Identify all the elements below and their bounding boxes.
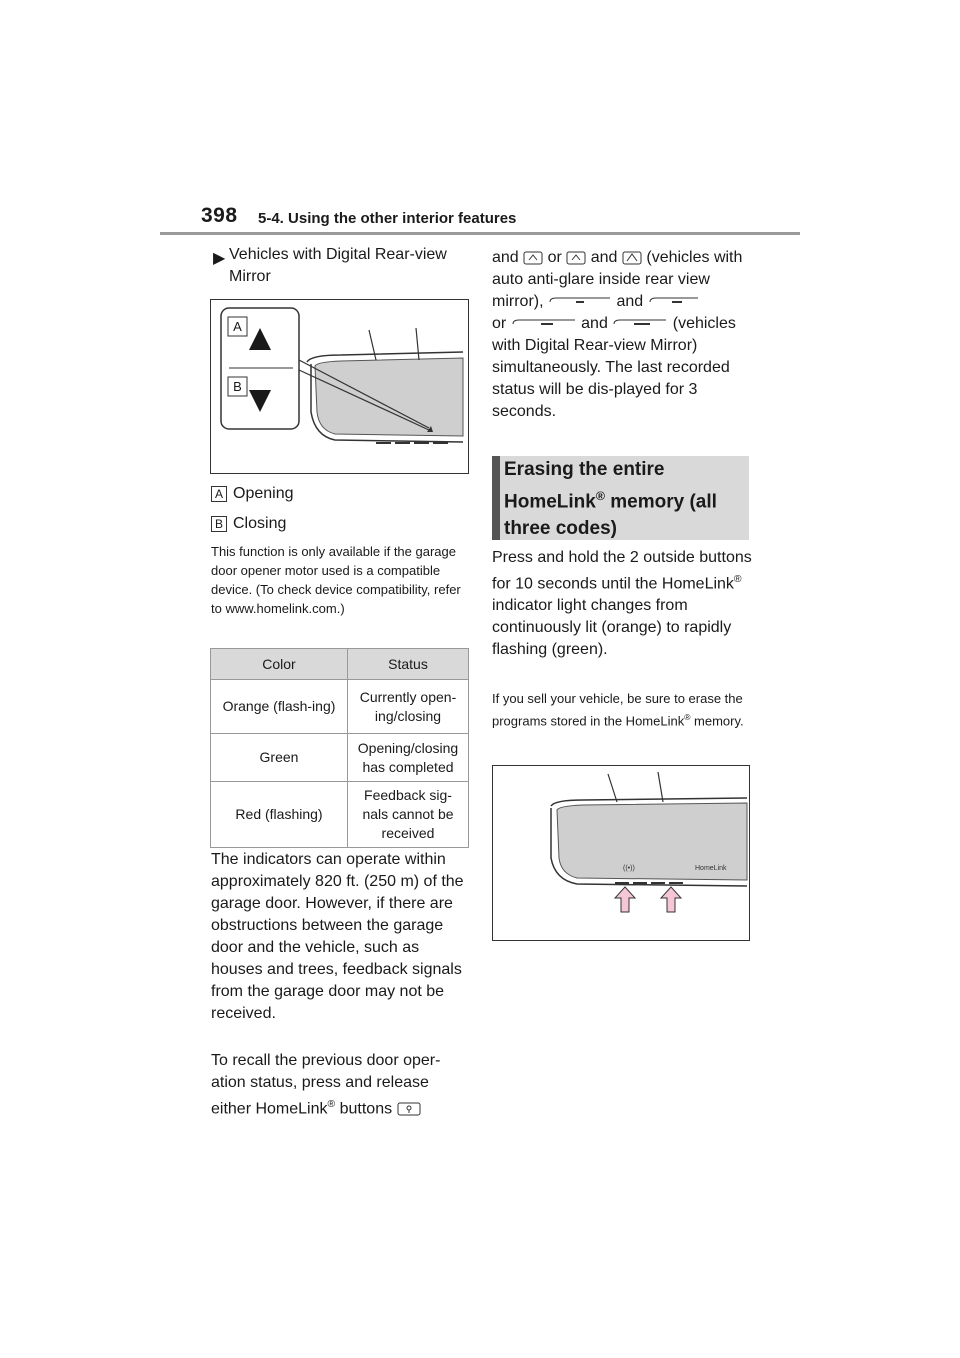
range-paragraph: The indicators can operate within approximately 820 ft. (250 m) of the garage door. However, if there are obstructions between the garage door and the vehicle, such as houses and trees, feedback signals from the garage door may not be received. xyxy=(211,851,464,1022)
figure-mirror-erase xyxy=(492,765,750,941)
homelink-logo: HomeLink xyxy=(695,865,727,872)
table-cell: Orange (flash-ing) xyxy=(211,680,348,734)
legend-text-a: Opening xyxy=(233,485,294,502)
text-and: and xyxy=(492,249,519,266)
page-number: 398 xyxy=(201,204,238,227)
mirror-button-3-icon xyxy=(648,296,700,308)
text-or: or xyxy=(547,249,562,266)
section-title: 5-4. Using the other interior features xyxy=(258,210,517,227)
recall-text-2: buttons xyxy=(335,1100,393,1118)
recall-continued-paragraph xyxy=(492,247,752,423)
table-cell: Green xyxy=(211,734,348,782)
mirror-erase-illustration xyxy=(493,766,749,940)
figure-mirror-open-close xyxy=(210,299,469,474)
figure-label-b: B xyxy=(233,379,242,394)
mirror-button-4-icon xyxy=(511,318,577,330)
table-row xyxy=(211,782,469,848)
legend-item-a xyxy=(211,484,294,504)
text-auto-antiglare: (vehicles with auto anti-glare inside rear view mirror), xyxy=(492,249,743,310)
garage-button-3-icon xyxy=(622,251,642,265)
legend-text-b: Closing xyxy=(233,515,287,532)
mirror-button-2-icon xyxy=(548,296,612,308)
section-heading-bar xyxy=(492,456,500,540)
legend-key-b: B xyxy=(211,516,227,532)
mirror-illustration xyxy=(211,300,468,473)
recall-text-1: To recall the previous door oper-ation status, press and release either HomeLink xyxy=(211,1052,441,1118)
legend-item-b xyxy=(211,514,286,534)
table-cell: Opening/closing has completed xyxy=(348,734,469,782)
registered-mark: ® xyxy=(684,712,691,722)
table-row xyxy=(211,680,469,734)
sell-vehicle-note: If you sell your vehicle, be sure to erase the programs stored in the HomeLink® memory. xyxy=(492,691,744,729)
table-cell: Feedback sig-nals cannot be received xyxy=(348,782,469,848)
text-and: and xyxy=(590,249,618,266)
bullet-arrow-icon: ▶ xyxy=(213,250,226,267)
table-cell: Red (flashing) xyxy=(211,782,348,848)
text-digital-mirror: (vehicles with Digital Rear-view Mirror) simultaneously. The last recorded status will be dis-played for 3 seconds. xyxy=(492,315,736,420)
header-divider xyxy=(160,232,800,235)
section-heading-erase: Erasing the entire HomeLink® memory (all three codes) xyxy=(504,459,717,540)
registered-mark: ® xyxy=(733,574,742,585)
erase-instructions: Press and hold the 2 outside buttons for 10 seconds until the HomeLink® indicator light changes from continuously lit (orange) to rapidly flashing (green). xyxy=(492,549,752,659)
table-header-row xyxy=(211,649,469,680)
recall-paragraph xyxy=(211,1050,469,1120)
figure-label-a: A xyxy=(233,319,242,334)
homelink-button-icon xyxy=(397,1102,421,1116)
table-header-color: Color xyxy=(211,649,348,680)
text-or: or xyxy=(492,315,507,332)
status-table xyxy=(210,648,469,848)
compatibility-note: This function is only available if the garage door opener motor used is a compatible device. (To check device compatibility, refer to www.homelink.com.) xyxy=(211,544,461,616)
svg-text:((•)): ((•)) xyxy=(623,865,635,872)
text-and: and xyxy=(581,315,608,332)
garage-button-2-icon xyxy=(566,251,586,265)
table-header-status: Status xyxy=(348,649,469,680)
mirror-button-5-icon xyxy=(612,318,668,330)
legend-key-a: A xyxy=(211,486,227,502)
bullet-heading: Vehicles with Digital Rear-view Mirror xyxy=(229,246,447,285)
text-and: and xyxy=(616,293,644,310)
table-cell: Currently open-ing/closing xyxy=(348,680,469,734)
garage-button-1-icon xyxy=(523,251,543,265)
registered-mark: ® xyxy=(595,489,605,503)
table-row xyxy=(211,734,469,782)
registered-mark: ® xyxy=(327,1099,336,1110)
